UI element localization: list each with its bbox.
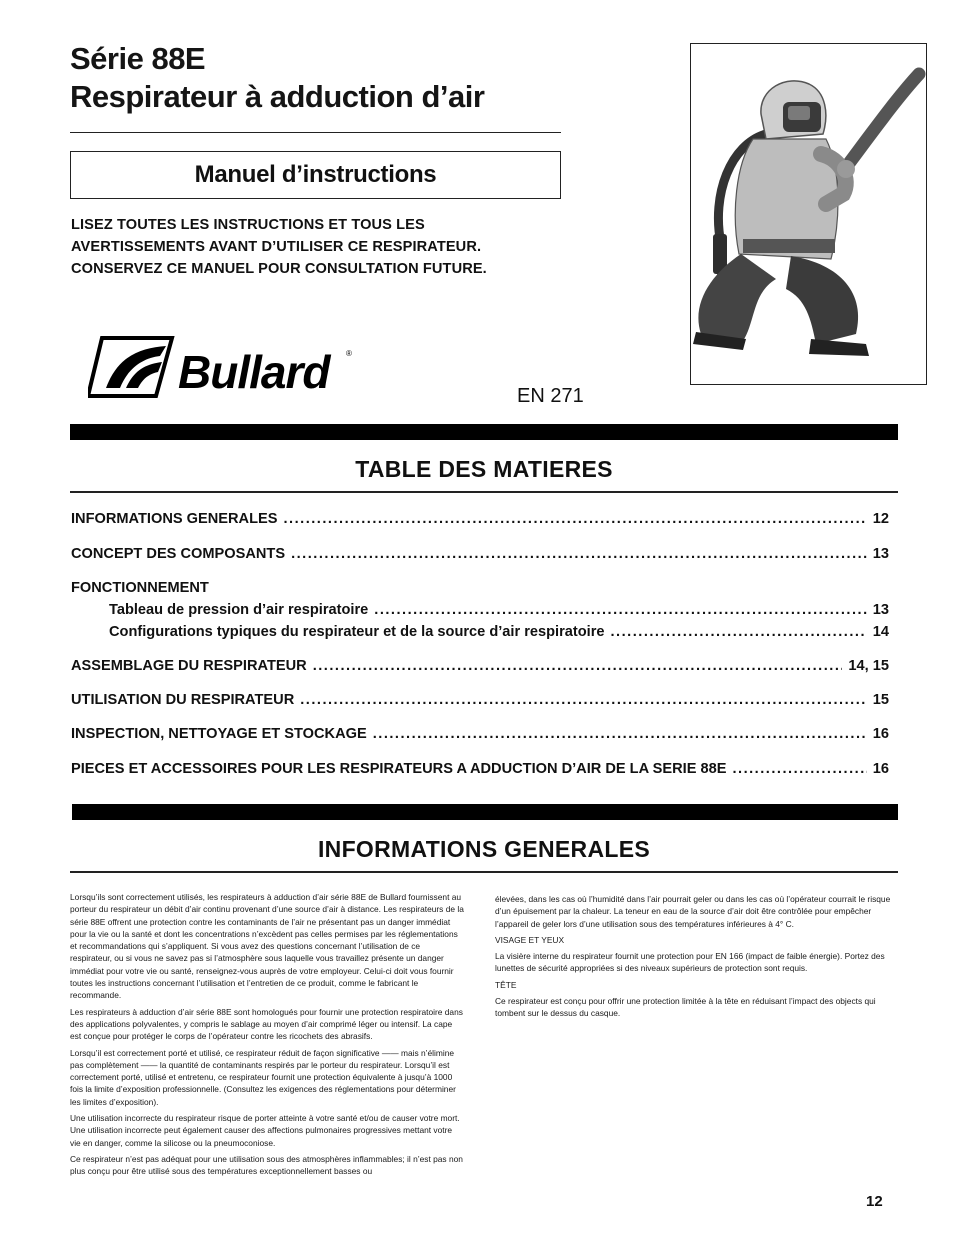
paragraph: Lorsqu’ils sont correctement utilisés, les respirateurs à adduction d’air série 88E de Bullard fournissent au porteur du respirateur un débit d’air continu provenant d’une source d’air à distance. Les respirateurs de la série 88E offrent une protection contre les contaminants de l’air ne présentant pas un danger immédiat pour la vie ou la santé et dont les concentrations n’excèdent pas celles permises par les réglementations et recommandations qui s’appliquent. Si vous avez des questions concernant l’utilisation de ce respirateur, ou si vous ne savez pas si l’atmosphère sous laquelle vous travaillez présente un danger immédiat pour votre vie ou santé, renseignez-vous auprès de votre employeur. Celui-ci doit vous fournir toutes les instructions concernant l’utilisation et l’entretien de ce produit, comme le fabricant le recommande. (70, 892, 464, 1001)
toc-title-rule (70, 491, 898, 493)
toc-entry-page: 13 (872, 602, 889, 618)
toc-entry-fonctionnement[interactable]: FONCTIONNEMENT (71, 580, 209, 596)
paragraph: Lorsqu’il est correctement porté et utilisé, ce respirateur réduit de façon significative —— mais n’élimine pas complètement —— la quantité de contaminants respirés par le porteur du respirateur. Lorsqu’il est correctement porté, utilisé et entretenu, ce respirateur fournit une protection équivalente à jusqu’à 1000 fois la limite d’exposition professionnelle. (Consultez les exigences des réglementations pour déterminer les limites d’exposition). (70, 1047, 456, 1107)
toc-leader (611, 622, 867, 642)
toc-entry-concept-composants[interactable] (71, 544, 889, 564)
bullard-logo-mark (88, 336, 360, 398)
toc-entry-page: 16 (872, 761, 889, 777)
general-info-column-right (495, 893, 898, 1024)
toc-entry-label: Configurations typiques du respirateur et de la source d’air respiratoire (109, 624, 605, 640)
manual-label-box: Manuel d’instructions (70, 151, 561, 199)
toc-entry-page: 14, 15 (848, 658, 889, 674)
paragraph: La visière interne du respirateur fournit une protection pour EN 166 (impact de faible énergie). Portez des lunettes de sécurité appropriées si des niveaux supérieurs de protection sont requis. (495, 951, 885, 974)
logo-text: Bullard (178, 346, 330, 398)
toc-entry-pieces-accessoires[interactable] (71, 759, 889, 779)
standard-label: EN 271 (517, 385, 584, 407)
operator-illustration (691, 44, 926, 384)
toc-leader (291, 544, 867, 564)
bullard-logo (88, 336, 360, 398)
general-info-title: INFORMATIONS GENERALES (317, 836, 650, 862)
warning-line-3: CONSERVEZ CE MANUEL POUR CONSULTATION FUTURE. (71, 261, 487, 277)
paragraph: Ce respirateur n’est pas adéquat pour une utilisation sous des atmosphères inflammables; il n’est pas non plus conçu pour être utilisé sous des températures exceptionnellement basses ou (70, 1153, 463, 1177)
toc-entry-page: 12 (872, 511, 889, 527)
toc-leader (374, 600, 867, 620)
toc-entry-configurations[interactable] (109, 622, 889, 642)
title-divider (70, 132, 561, 133)
toc-entry-page: 16 (872, 726, 889, 742)
toc-entry-informations-generales[interactable] (71, 509, 889, 529)
general-info-rule (70, 871, 898, 873)
operator-photo (690, 43, 927, 385)
toc-entry-label: INSPECTION, NETTOYAGE ET STOCKAGE (71, 726, 367, 742)
section-bar-top (70, 424, 898, 440)
toc-entry-label: PIECES ET ACCESSOIRES POUR LES RESPIRATEURS A ADDUCTION D’AIR DE LA SERIE 88E (71, 761, 727, 777)
toc-leader (732, 759, 866, 779)
toc-entry-tableau-pression[interactable] (109, 600, 889, 620)
toc-entry-utilisation[interactable] (71, 690, 889, 710)
toc-entry-label: ASSEMBLAGE DU RESPIRATEUR (71, 658, 307, 674)
registered-mark: ® (346, 349, 352, 358)
toc-leader (373, 724, 867, 744)
subheading-tete: TÊTE (495, 979, 517, 990)
toc-entry-label: INFORMATIONS GENERALES (71, 511, 278, 527)
warning-line-2: AVERTISSEMENTS AVANT D’UTILISER CE RESPIRATEUR. (71, 239, 482, 255)
toc-leader (283, 509, 866, 529)
toc-leader (313, 656, 843, 676)
toc-title: TABLE DES MATIERES (355, 456, 613, 482)
section-bar-bottom (72, 804, 898, 820)
paragraph: Ce respirateur est conçu pour offrir une protection limitée à la tête en réduisant l’impact des objects qui tombent sur le dessus du casque. (495, 996, 876, 1019)
toc-entry-label: UTILISATION DU RESPIRATEUR (71, 692, 295, 708)
toc-entry-inspection[interactable] (71, 724, 889, 744)
title-line-2: Respirateur à adduction d’air (70, 79, 485, 114)
warning-line-1: LISEZ TOUTES LES INSTRUCTIONS ET TOUS LES (71, 217, 425, 233)
toc-entry-label: Tableau de pression d’air respiratoire (109, 602, 369, 618)
paragraph: Une utilisation incorrecte du respirateur risque de porter atteinte à votre santé et/ou de causer votre mort. Une utilisation incorrecte peut également causer des affections pulmonaires progressives mettant votre vie en danger, comme la silicose ou la pneumoconiose. (70, 1113, 460, 1148)
title-line-1: Série 88E (70, 41, 206, 76)
toc-entry-page: 15 (872, 692, 889, 708)
general-info-column-left (70, 891, 464, 1182)
paragraph: Les respirateurs à adduction d’air série 88E sont homologués pour fournir une protection respiratoire dans des applications polyvalentes, y compris le sablage au moyen d’air comprimé léger ou intensif. La cape est conçue pour protéger le corps de l’opérateur contre les ricochets des abrasifs. (70, 1006, 463, 1042)
toc-leader (300, 690, 867, 710)
toc-entry-page: 14 (872, 624, 889, 640)
toc-entry-page: 13 (872, 546, 889, 562)
subheading-visage-yeux: VISAGE ET YEUX (495, 934, 565, 945)
toc-entry-assemblage[interactable] (71, 656, 889, 676)
page-title (70, 40, 484, 116)
paragraph: élevées, dans les cas où l’humidité dans l’air pourrait geler ou dans les cas où l’opérateur courrait le risque d’un épuisement par la chaleur. La teneur en eau de la source d’air doit être contrôlée pour empêcher l’appareil de geler lors d’une utilisation sous des températures inférieures à 4° C. (495, 894, 891, 929)
toc-entry-label: CONCEPT DES COMPOSANTS (71, 546, 286, 562)
page-number: 12 (866, 1193, 883, 1210)
warning-notice (71, 214, 541, 280)
